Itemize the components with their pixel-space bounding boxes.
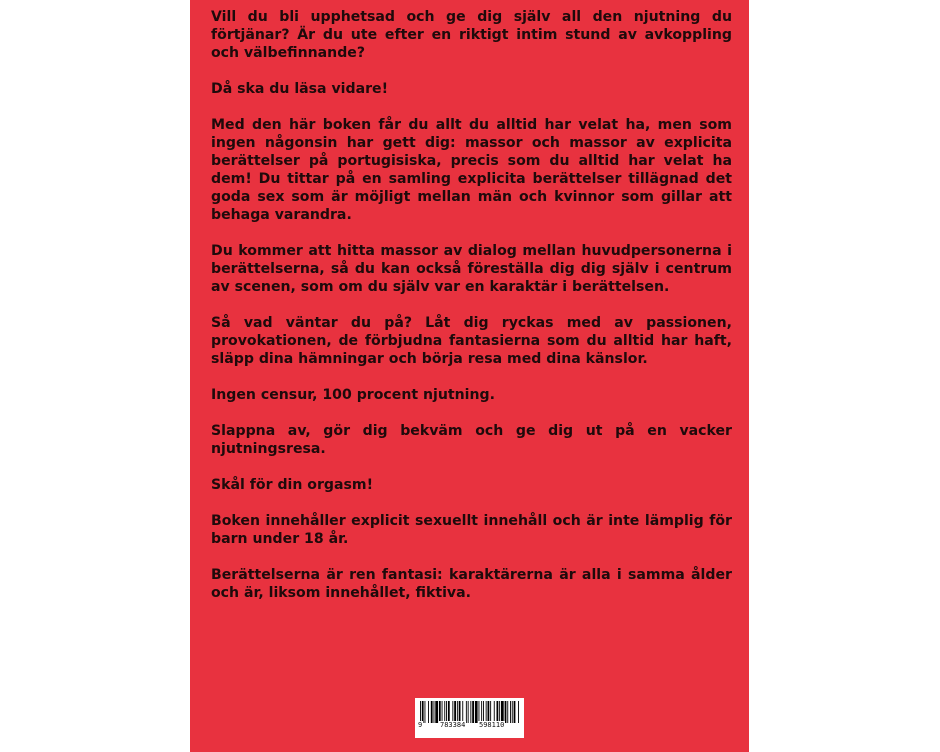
barcode-bar (428, 701, 429, 723)
barcode-bar (470, 701, 471, 723)
blurb-paragraph-10: Berättelserna är ren fantasi: karaktärerna är alla i samma ålder och är, liksom innehållet, fiktiva. (211, 567, 732, 601)
barcode-bar (444, 701, 445, 723)
barcode-bar (486, 701, 487, 723)
book-back-cover (190, 0, 749, 752)
blurb-paragraph-5: Så vad väntar du på? Låt dig ryckas med av passionen, provokationen, de förbjudna fantasierna som du alltid har haft, släpp dina hämningar och börja resa med dina känslor. (211, 315, 732, 367)
barcode-bar (512, 701, 513, 723)
barcode-bar (446, 701, 447, 723)
barcode-bar (475, 701, 478, 723)
barcode-bar (435, 701, 438, 723)
barcode-bar (494, 701, 495, 723)
barcode-bar (490, 701, 491, 723)
barcode-bar (472, 701, 474, 723)
barcode-bar (501, 701, 504, 723)
barcode-digit-first: 9 (418, 721, 423, 729)
blurb-paragraph-4: Du kommer att hitta massor av dialog mellan huvudpersonerna i berättelserna, så du kan också föreställa dig dig själv i centrum av scenen, som om du själv var en karaktär i berättelsen. (211, 243, 732, 295)
barcode-bar (505, 701, 507, 723)
blurb-paragraph-1: Vill du bli upphetsad och ge dig själv all den njutning du förtjänar? Är du ute efter en riktigt intim stund av avkoppling och välbefinnande? (211, 9, 732, 61)
blurb-paragraph-6: Ingen censur, 100 procent njutning. (211, 387, 495, 403)
barcode-bar (479, 701, 480, 723)
barcode-bar (488, 701, 490, 723)
barcode-bar (452, 701, 453, 723)
barcode-bar (481, 701, 482, 723)
barcode-bar (468, 701, 469, 723)
barcode-bar (420, 701, 421, 723)
barcode-bar (514, 701, 516, 723)
barcode-digits-right: 598110 (479, 721, 505, 729)
barcode-bar (466, 701, 467, 723)
barcode-bar (439, 701, 441, 723)
barcode-bar (507, 701, 508, 723)
barcode-bar (499, 701, 500, 723)
barcode-bar (459, 701, 461, 723)
barcode-bar (518, 701, 519, 723)
barcode-bar (431, 701, 433, 723)
barcode-digits-left: 783384 (440, 721, 466, 729)
blurb-paragraph-7: Slappna av, gör dig bekväm och ge dig ut på en vacker njutningsresa. (211, 423, 732, 457)
barcode-bar (422, 701, 424, 723)
barcode-bar (497, 701, 499, 723)
barcode-bar (457, 701, 458, 723)
barcode-bar (434, 701, 435, 723)
blurb-paragraph-2: Då ska du läsa vidare! (211, 81, 389, 97)
blurb-paragraph-3: Med den här boken får du allt du alltid har velat ha, men som ingen någonsin har gett dig: massor och massor av explicita berättelser på portugisiska, precis som du alltid har velat ha dem! Du tittar på en samling explicita berättelser tillägnad det goda sex som är möjligt mellan män och kvinnor som gillar att behaga varandra. (211, 117, 732, 223)
barcode-bar (448, 701, 450, 723)
barcode-bar (425, 701, 426, 723)
blurb-paragraph-8: Skål för din orgasm! (211, 477, 374, 493)
barcode-bar (462, 701, 463, 723)
barcode-bar (510, 701, 511, 723)
barcode-bar (483, 701, 484, 723)
blurb-text (211, 8, 732, 602)
isbn-barcode (415, 698, 524, 738)
barcode-bars (415, 698, 524, 738)
barcode-bar (442, 701, 443, 723)
blurb-paragraph-9: Boken innehåller explicit sexuellt innehåll och är inte lämplig för barn under 18 år. (211, 513, 732, 547)
barcode-bar (454, 701, 456, 723)
